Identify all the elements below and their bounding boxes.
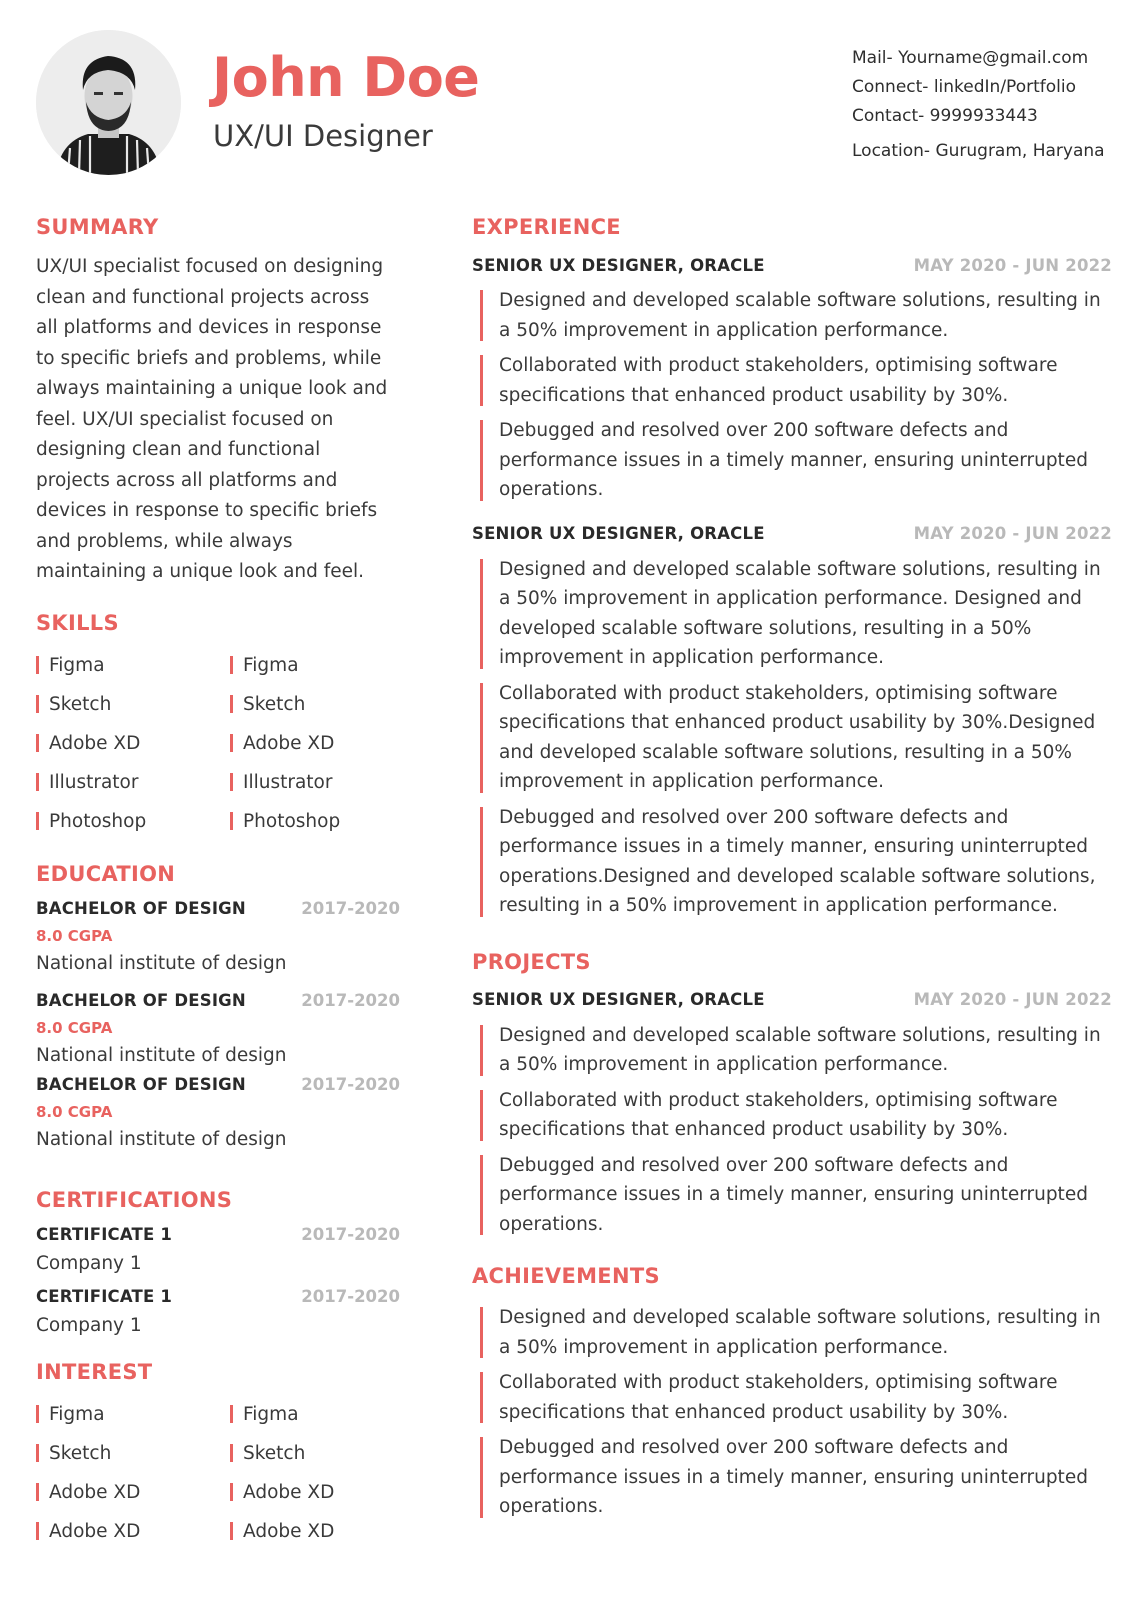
- skill-item: Adobe XD: [230, 724, 390, 763]
- summary-heading: SUMMARY: [36, 215, 159, 239]
- certificate-company: Company 1: [36, 1314, 142, 1336]
- contact-email[interactable]: Mail- Yourname@gmail.com: [852, 48, 1089, 68]
- education-years: 2017-2020: [301, 1075, 400, 1094]
- skill-item: Photoshop: [36, 802, 230, 841]
- certificate-name: CERTIFICATE 1: [36, 1225, 173, 1244]
- achievement-bullet: Collaborated with product stakeholders, optimising software specifications that enhanced product usability by 30%.: [472, 1368, 1112, 1427]
- job-title: SENIOR UX DESIGNER, ORACLE: [472, 255, 765, 275]
- job-bullet: Debugged and resolved over 200 software defects and performance issues in a timely manner, ensuring uninterrupted operations.Designed and developed scalable software solutions, resulting in a 50% improvement in application performance.: [472, 803, 1112, 921]
- project-bullet: Collaborated with product stakeholders, optimising software specifications that enhanced product usability by 30%.: [472, 1086, 1112, 1145]
- skills-heading: SKILLS: [36, 610, 119, 635]
- skill-item: Sketch: [36, 685, 230, 724]
- gpa: 8.0 CGPA: [36, 1102, 113, 1121]
- gpa: 8.0 CGPA: [36, 1018, 113, 1037]
- institute: National institute of design: [36, 1128, 287, 1150]
- interest-item: Figma: [36, 1395, 230, 1434]
- interest-item: Adobe XD: [36, 1473, 230, 1512]
- project-bullet: Designed and developed scalable software solutions, resulting in a 50% improvement in application performance.: [472, 1021, 1112, 1080]
- degree: BACHELOR OF DESIGN: [36, 1075, 246, 1094]
- institute: National institute of design: [36, 1044, 287, 1066]
- candidate-name: John Doe: [212, 46, 480, 109]
- job-bullet: Debugged and resolved over 200 software defects and performance issues in a timely manner, ensuring uninterrupted operations.: [472, 416, 1112, 505]
- job-dates: MAY 2020 - JUN 2022: [913, 255, 1112, 275]
- certification-item: [36, 1283, 400, 1341]
- job-header: [472, 250, 1112, 280]
- certificate-years: 2017-2020: [301, 1225, 400, 1244]
- achievements-heading: ACHIEVEMENTS: [472, 1264, 660, 1288]
- job-title: SENIOR UX DESIGNER, ORACLE: [472, 524, 765, 543]
- gpa: 8.0 CGPA: [36, 926, 113, 945]
- interest-item: Figma: [230, 1395, 390, 1434]
- interest-item: Adobe XD: [230, 1512, 390, 1551]
- person-avatar-icon: [36, 30, 181, 175]
- projects-heading: PROJECTS: [472, 949, 591, 974]
- project-dates: MAY 2020 - JUN 2022: [913, 990, 1112, 1009]
- interest-heading: INTEREST: [36, 1359, 153, 1384]
- skill-item: Figma: [36, 646, 230, 685]
- achievement-bullet: Designed and developed scalable software solutions, resulting in a 50% improvement in application performance.: [472, 1303, 1112, 1362]
- interest-list: [36, 1395, 396, 1551]
- education-item: [36, 895, 400, 979]
- job-bullet: Collaborated with product stakeholders, optimising software specifications that enhanced product usability by 30%.: [472, 351, 1112, 410]
- certificate-name: CERTIFICATE 1: [36, 1287, 173, 1306]
- interest-item: Sketch: [230, 1434, 390, 1473]
- profile-photo: [36, 30, 181, 175]
- candidate-role: UX/UI Designer: [213, 119, 433, 153]
- skill-item: Photoshop: [230, 802, 390, 841]
- education-years: 2017-2020: [301, 899, 400, 918]
- contact-block: [852, 44, 1105, 166]
- certifications-heading: CERTIFICATIONS: [36, 1187, 233, 1212]
- education-item: [36, 987, 400, 1071]
- degree: BACHELOR OF DESIGN: [36, 899, 246, 918]
- interest-item: Sketch: [36, 1434, 230, 1473]
- degree: BACHELOR OF DESIGN: [36, 991, 246, 1010]
- summary-text: UX/UI specialist focused on designing clean and functional projects across all platforms and devices in response to specific briefs and problems, while always maintaining a unique look and feel. UX/UI specialist focused on designing clean and functional projects across all platforms and devices in response to specific briefs and problems, while always maintaining a unique look and feel.: [36, 256, 388, 582]
- job-bullet: Designed and developed scalable software solutions, resulting in a 50% improvement in application performance. Designed and developed scalable software solutions, resulting in a 50% improvement in application performance.: [472, 555, 1112, 673]
- experience-heading: EXPERIENCE: [472, 215, 621, 239]
- job-bullet: Collaborated with product stakeholders, optimising software specifications that enhanced product usability by 30%.Designed and developed scalable software solutions, resulting in a 50% improvement in application performance.: [472, 679, 1112, 797]
- contact-linkedin[interactable]: Connect- linkedIn/Portfolio: [852, 77, 1076, 97]
- project-title: SENIOR UX DESIGNER, ORACLE: [472, 990, 765, 1009]
- certificate-years: 2017-2020: [301, 1287, 400, 1306]
- skills-list: [36, 646, 396, 841]
- job-dates: MAY 2020 - JUN 2022: [913, 524, 1112, 543]
- certification-item: [36, 1221, 400, 1279]
- education-heading: EDUCATION: [36, 861, 176, 886]
- certificate-company: Company 1: [36, 1252, 142, 1274]
- right-column: [472, 212, 1112, 1522]
- education-item: [36, 1071, 400, 1155]
- skill-item: Illustrator: [36, 763, 230, 802]
- interest-item: Adobe XD: [230, 1473, 390, 1512]
- project-bullet: Debugged and resolved over 200 software defects and performance issues in a timely manner, ensuring uninterrupted operations.: [472, 1151, 1112, 1240]
- achievement-bullet: Debugged and resolved over 200 software defects and performance issues in a timely manner, ensuring uninterrupted operations.: [472, 1433, 1112, 1522]
- education-years: 2017-2020: [301, 991, 400, 1010]
- left-column: [36, 212, 400, 1551]
- institute: National institute of design: [36, 952, 287, 974]
- skill-item: Figma: [230, 646, 390, 685]
- interest-item: Adobe XD: [36, 1512, 230, 1551]
- skill-item: Adobe XD: [36, 724, 230, 763]
- contact-phone[interactable]: Contact- 9999933443: [852, 106, 1038, 126]
- skill-item: Sketch: [230, 685, 390, 724]
- contact-location: Location- Gurugram, Haryana: [852, 141, 1105, 161]
- job-bullet: Designed and developed scalable software solutions, resulting in a 50% improvement in application performance.: [472, 286, 1112, 345]
- skill-item: Illustrator: [230, 763, 390, 802]
- project-header: [472, 985, 1112, 1015]
- job-header: [472, 519, 1112, 549]
